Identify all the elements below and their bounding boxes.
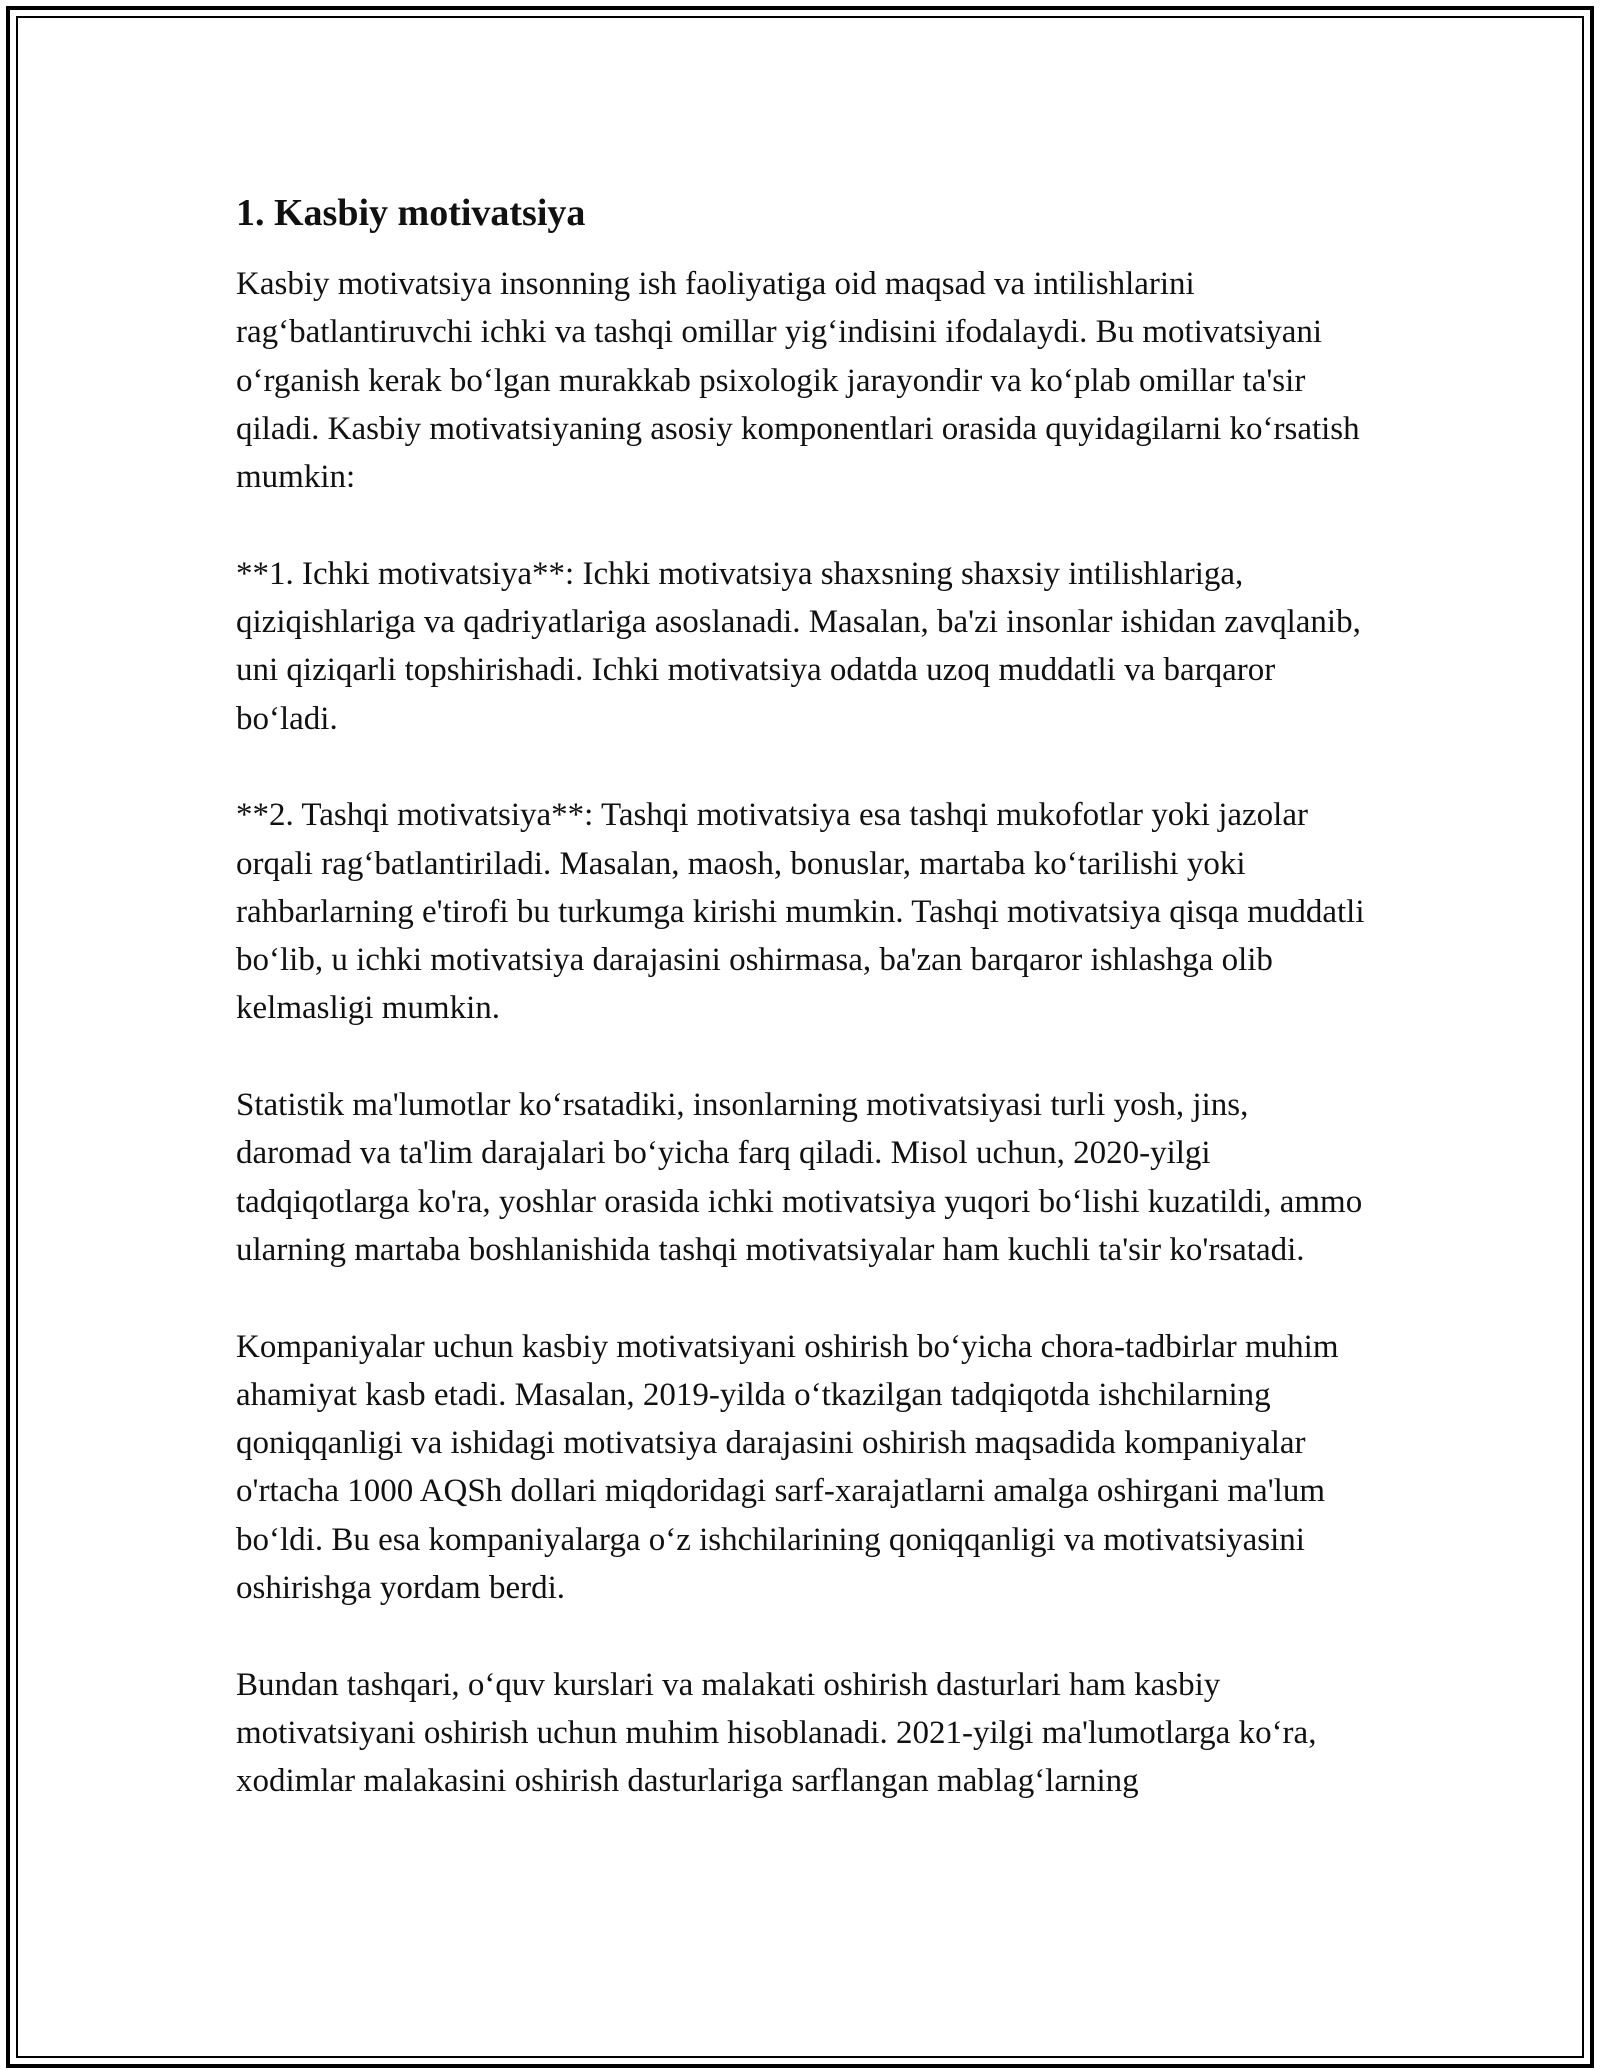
paragraph-intrinsic-motivation: **1. Ichki motivatsiya**: Ichki motivatsiya shaxsning shaxsiy intilishlariga, qiziqishlariga va qadriyatlariga asoslanadi. Masalan, ba'zi insonlar ishidan zavqlanib, uni qiziqarli topshirishadi. Ichki motivatsiya odatda uzoq muddatli va barqaror bo‘ladi. [236, 555, 1361, 737]
paragraph-extrinsic-motivation: **2. Tashqi motivatsiya**: Tashqi motivatsiya esa tashqi mukofotlar yoki jazolar orqali rag‘batlantiriladi. Masalan, maosh, bonuslar, martaba ko‘tarilishi yoki rahbarlarning e'tirofi bu turkumga kirishi mumkin. Tashqi motivatsiya qisqa muddatli bo‘lib, u ichki motivatsiya darajasini oshirmasa, ba'zan barqaror ishlashga olib kelmasligi mumkin. [236, 797, 1365, 1027]
section-heading: 1. Kasbiy motivatsiya [236, 192, 586, 234]
paragraph-training: Bundan tashqari, o‘quv kurslari va malakati oshirish dasturlari ham kasbiy motivatsiyani oshirish uchun muhim hisoblanadi. 2021-yilgi ma'lumotlarga ko‘ra, xodimlar malakasini oshirish dasturlariga sarflangan mablag‘larning [236, 1666, 1317, 1800]
document-body [236, 186, 1366, 1854]
paragraph-intro: Kasbiy motivatsiya insonning ish faoliyatiga oid maqsad va intilishlarini rag‘batlantiruvchi ichki va tashqi omillar yig‘indisini ifodalaydi. Bu motivatsiyani o‘rganish kerak bo‘lgan murakkab psixologik jarayondir va ko‘plab omillar ta'sir qiladi. Kasbiy motivatsiyaning asosiy komponentlari orasida quyidagilarni ko‘rsatish mumkin: [236, 266, 1360, 496]
paragraph-companies: Kompaniyalar uchun kasbiy motivatsiyani oshirish bo‘yicha chora-tadbirlar muhim ahamiyat kasb etadi. Masalan, 2019-yilda o‘tkazilgan tadqiqotda ishchilarning qoniqqanligi va ishidagi motivatsiya darajasini oshirish maqsadida kompaniyalar o'rtacha 1000 AQSh dollari miqdoridagi sarf-xarajatlarni amalga oshirgani ma'lum bo‘ldi. Bu esa kompaniyalarga o‘z ishchilarining qoniqqanligi va motivatsiyasini oshirishga yordam berdi. [236, 1328, 1339, 1607]
paragraph-statistics: Statistik ma'lumotlar ko‘rsatadiki, insonlarning motivatsiyasi turli yosh, jins, daromad va ta'lim darajalari bo‘yicha farq qiladi. Misol uchun, 2020-yilgi tadqiqotlarga ko'ra, yoshlar orasida ichki motivatsiya yuqori bo‘lishi kuzatildi, ammo ularning martaba boshlanishida tashqi motivatsiyalar ham kuchli ta'sir ko'rsatadi. [236, 1087, 1363, 1268]
